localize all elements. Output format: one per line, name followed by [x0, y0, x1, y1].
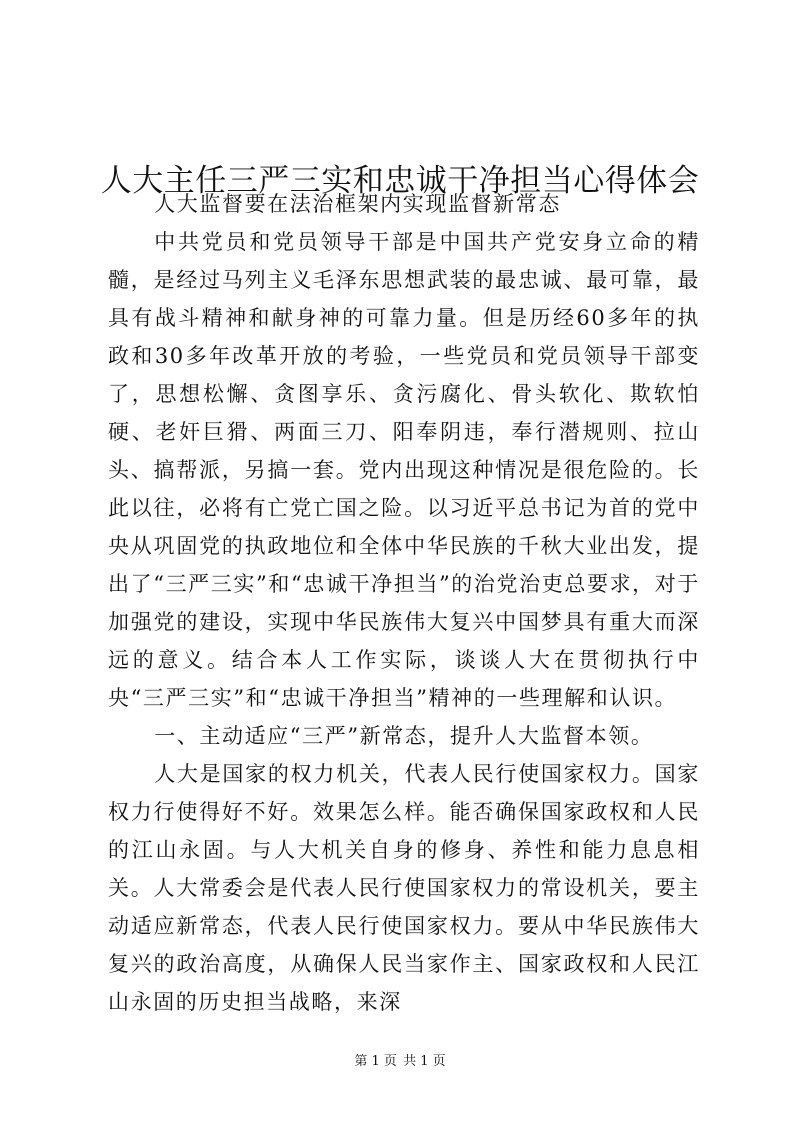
page-total: 共 1 页 — [403, 1054, 446, 1069]
document-title: 人大主任三严三实和忠诚干净担当心得体会 — [100, 162, 700, 199]
page-number: 第 1 页 — [354, 1054, 397, 1069]
body-paragraph: 中共党员和党员领导干部是中国共产党安身立命的精髓，是经过马列主义毛泽东思想武装的最忠诚、最可靠，最具有战斗精神和献身神的可靠力量。但是历经60多年的执政和30多年改革开放的考验，一些党员和党员领导干部变了，思想松懈、贪图享乐、贪污腐化、骨头软化、欺软怕硬、老奸巨猾、两面三刀、阳奉阴违，奉行潜规则、拉山头、搞帮派，另搞一套。党内出现这种情况是很危险的。长此以往，必将有亡党亡国之险。以习近平总书记为首的党中央从巩固党的执政地位和全体中华民族的千秋大业出发，提出了“三严三实”和“忠诚干净担当”的治党治吏总要求，对于加强党的建设，实现中华民族伟大复兴中国梦具有重大而深远的意义。结合本人工作实际，谈谈人大在贯彻执行中央“三严三实”和“忠诚干净担当”精神的一些理解和认识。 — [108, 230, 700, 710]
section-heading: 一、主动适应“三严”新常态，提升人大监督本领。 — [154, 724, 654, 748]
page-footer — [0, 1053, 800, 1071]
body-paragraph: 人大是国家的权力机关，代表人民行使国家权力。国家权力行使得好不好。效果怎么样。能否确保国家政权和人民的江山永固。与人大机关自身的修身、养性和能力息息相关。人大常委会是代表人民行使国家权力的常设机关，要主动适应新常态，代表人民行使国家权力。要从中华民族伟大复兴的政治高度，从确保人民当家作主、国家政权和人民江山永固的历史担当战略，来深 — [108, 762, 700, 1014]
document-body — [108, 185, 700, 1021]
subtitle-paragraph: 人大监督要在法治框架内实现监督新常态 — [154, 192, 561, 216]
